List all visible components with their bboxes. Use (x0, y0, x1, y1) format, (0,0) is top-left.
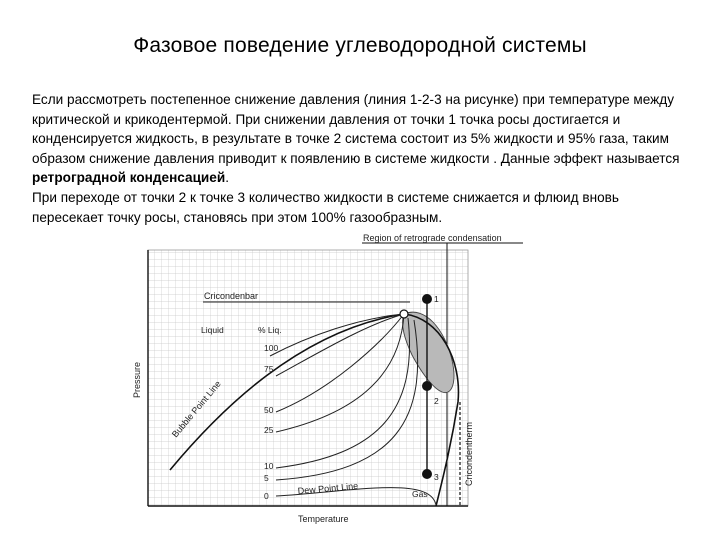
dew-point-label: Dew Point Line (297, 480, 359, 496)
cricondentherm-label: Cricondentherm (464, 421, 474, 486)
bold-term: ретроградной конденсацией (32, 170, 226, 186)
point-2-label: 2 (434, 396, 439, 406)
grid-background (148, 250, 468, 506)
page-title: Фазовое поведение углеводородной системы (133, 34, 587, 57)
pressure-axis-label: Pressure (132, 361, 142, 398)
region-label: Region of retrograde condensation (363, 233, 502, 243)
gas-label: Gas (412, 489, 428, 499)
quality-label-0: 0 (264, 491, 269, 501)
paragraph-1: Если рассмотреть постепенное снижение давления (линия 1-2-3 на рисунке) при температуре между критической и крикодентермой. При снижении давления от точки 1 точка росы достигается и конденсируется жидкость, в результате в точке 2 система состоит из 5% жидкости и 95% газа, таким образом снижение давления приводит к появлению в системе жидкости . Данные эффект называется ретроградной конденсацией. (32, 92, 680, 186)
bubble-point-label: Bubble Point Line (169, 378, 223, 440)
point-1-marker (422, 294, 432, 304)
quality-label-5: 5 (264, 473, 269, 483)
percent-liq-label: % Liq. (258, 325, 282, 335)
paragraph-2: При переходе от точки 2 к точке 3 количество жидкости в системе снижается и флюид вновь пересекает точку росы, становясь при этом 100% газообразным. (32, 189, 619, 225)
point-3-label: 3 (434, 472, 439, 482)
quality-label-10: 10 (264, 461, 274, 471)
quality-label-25: 25 (264, 425, 274, 435)
point-1-label: 1 (434, 294, 439, 304)
temperature-axis-label: Temperature (298, 514, 349, 524)
quality-label-75: 75 (264, 364, 274, 374)
liquid-label: Liquid (201, 325, 224, 335)
point-3-marker (422, 469, 432, 479)
cricondenbar-label: Cricondenbar (204, 291, 259, 301)
quality-label-50: 50 (264, 405, 274, 415)
quality-label-100: 100 (264, 343, 279, 353)
critical-point (400, 310, 408, 318)
point-2-marker (422, 381, 432, 391)
